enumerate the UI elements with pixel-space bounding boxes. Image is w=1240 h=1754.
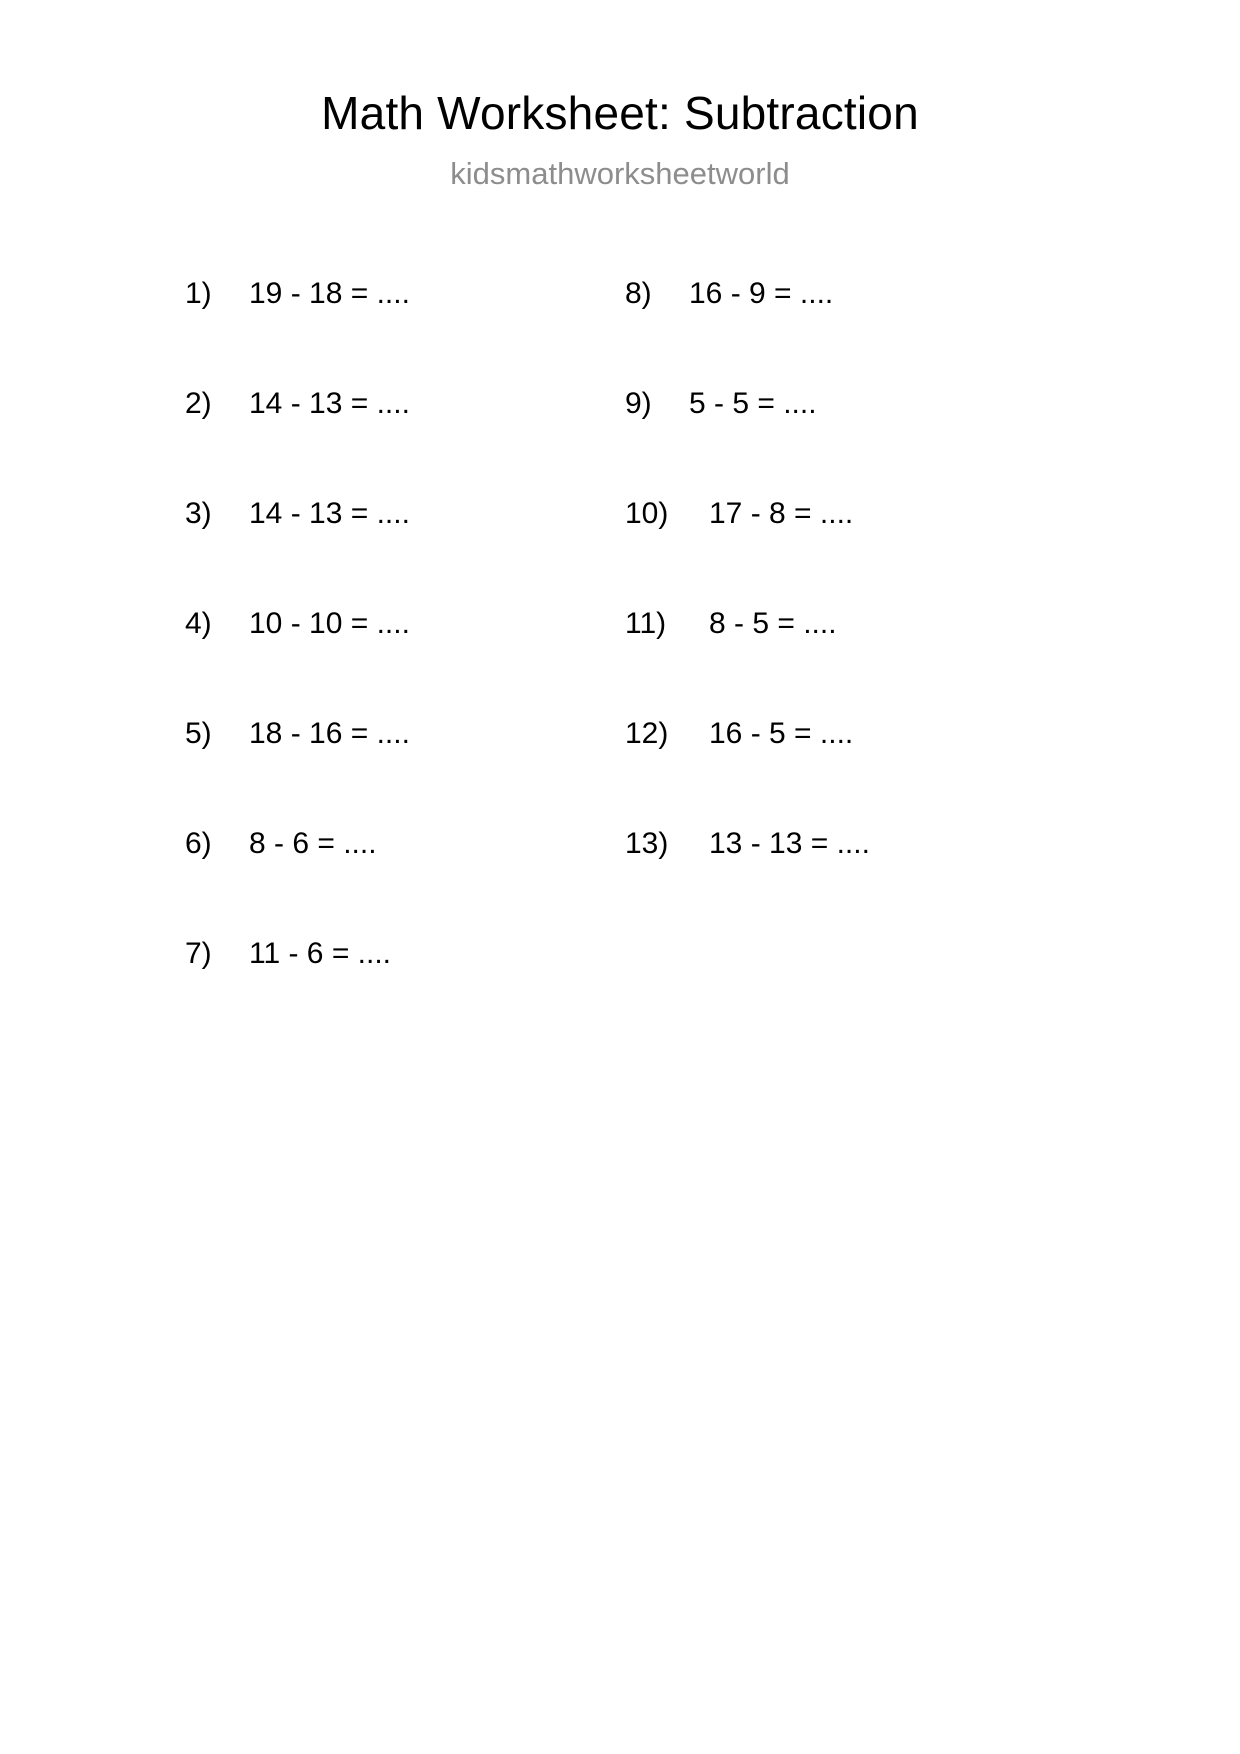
problem-expression: 18 - 16 = ....: [249, 716, 410, 750]
problem-item: [185, 717, 625, 827]
problem-number: 11): [625, 606, 667, 640]
problem-number: 5): [185, 716, 212, 750]
problem-expression: 8 - 5 = ....: [709, 606, 837, 640]
problem-expression: 16 - 5 = ....: [709, 716, 854, 750]
problem-expression: 8 - 6 = ....: [249, 826, 377, 860]
problem-number: 2): [185, 386, 212, 420]
problem-item: [185, 607, 625, 717]
problem-item: [625, 497, 1065, 607]
problem-column-left: [185, 277, 625, 1047]
problem-expression: 17 - 8 = ....: [709, 496, 854, 530]
problem-number: 3): [185, 496, 212, 530]
problem-expression: 11 - 6 = ....: [249, 936, 392, 970]
problem-column-right: [625, 277, 1065, 937]
problem-expression: 13 - 13 = ....: [709, 826, 870, 860]
page-title: Math Worksheet: Subtraction: [321, 87, 919, 139]
problem-item: [185, 497, 625, 607]
problem-number: 4): [185, 606, 212, 640]
page-subtitle: kidsmathworksheetworld: [450, 155, 790, 191]
problem-item: [625, 717, 1065, 827]
problem-expression: 14 - 13 = ....: [249, 496, 410, 530]
problem-item: [185, 387, 625, 497]
problem-number: 7): [185, 936, 212, 970]
problem-number: 13): [625, 826, 669, 860]
problem-number: 10): [625, 496, 669, 530]
problem-item: [185, 277, 625, 387]
problem-expression: 10 - 10 = ....: [249, 606, 410, 640]
problem-expression: 16 - 9 = ....: [689, 276, 834, 310]
problem-item: [185, 827, 625, 937]
problem-number: 1): [185, 276, 212, 310]
problem-item: [625, 607, 1065, 717]
problem-expression: 5 - 5 = ....: [689, 386, 817, 420]
problem-item: [625, 387, 1065, 497]
problem-number: 12): [625, 716, 669, 750]
problem-list: [0, 277, 1240, 1047]
problem-item: [625, 827, 1065, 937]
problem-number: 6): [185, 826, 212, 860]
problem-number: 8): [625, 276, 652, 310]
problem-expression: 14 - 13 = ....: [249, 386, 410, 420]
problem-item: [185, 937, 625, 1047]
problem-item: [625, 277, 1065, 387]
problem-expression: 19 - 18 = ....: [249, 276, 410, 310]
problem-number: 9): [625, 386, 652, 420]
